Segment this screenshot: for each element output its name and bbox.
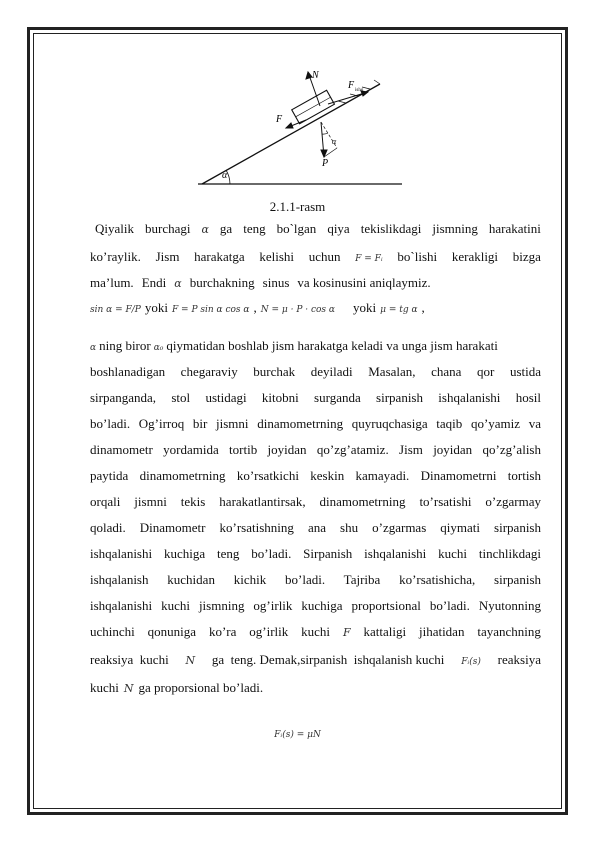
inner-angle-arc (322, 133, 328, 134)
text: ga proporsional bo’ladi. (138, 680, 264, 695)
label-normal-force: N (312, 70, 319, 81)
word: jismning (432, 221, 478, 236)
p2-text-line: boshlanadigan chegaraviy burchak deyiladi Masalan, chana qor ustida (90, 364, 541, 379)
p2-text-line: sirpanganda, stol ustidagi kitobni surganda sirpanish ishqalanishi hosil (90, 390, 541, 405)
word: burchakning (189, 275, 255, 290)
word: Endi (141, 275, 167, 290)
math-alpha: α (201, 223, 209, 236)
math-f-equals: F = Fᵢ (355, 254, 383, 264)
word: kelishi (259, 249, 295, 264)
word: og’irlik (249, 624, 289, 639)
word: kuchi (301, 624, 331, 639)
word: kerakligi (451, 249, 499, 264)
word: sinus (262, 275, 290, 290)
word: ma’lum. (90, 275, 134, 290)
p2-text-line: orqali jismni tekis harakatlantirsak, dinamometrning to’rsatishi o’zgarmay (90, 494, 541, 509)
label-friction-force: F (276, 114, 283, 125)
math-alpha: α (90, 343, 97, 353)
figure-caption: 2.1.1-rasm (269, 199, 326, 214)
word-yoki: yoki (352, 300, 377, 315)
math-fs: Fᵢ(s) (461, 657, 481, 667)
text: ning biror (99, 338, 151, 353)
p2-line-last (90, 680, 541, 696)
block (292, 90, 335, 124)
word-yoki: yoki (144, 300, 168, 315)
word: Qiyalik (95, 221, 134, 236)
word: harakatga (194, 249, 245, 264)
formula-mu: μ = tg α (380, 305, 418, 315)
label-angle-inner: α (332, 137, 337, 146)
p2-text-line: ishqalanishi kuchi jismning og’irlik kuchiga proportsional bo’ladi. Nyutonning (90, 598, 541, 613)
p1-line2 (90, 249, 541, 265)
word: qiya (327, 221, 350, 236)
comma: , (253, 300, 257, 315)
word: harakatini (488, 221, 541, 236)
p1-line3 (90, 275, 541, 291)
math-f: F (342, 626, 351, 639)
p2-line1 (90, 338, 541, 354)
p2-text-line: bo’ladi. Og’irroq bir jismni dinamometrning quyruqchasiga taqib qo’yamiz va (90, 416, 541, 431)
formula-n: N = μ · P · cos α (260, 305, 335, 315)
word: kattaligi (363, 624, 407, 639)
math-n: N (123, 682, 134, 695)
math-alpha: α (174, 277, 182, 290)
word: bizga (512, 249, 541, 264)
label-thrust-sub: ishq (355, 88, 364, 93)
text: reaksiya kuchi (90, 652, 169, 667)
p2-text-line: paytida dinamometrning ko’rsatkichi keskin kamayadi. Dinamometrni tortish (90, 468, 541, 483)
math-alpha0: α₀ (153, 343, 164, 353)
text: kuchi (90, 680, 119, 695)
word: burchagi (145, 221, 191, 236)
label-angle: α (222, 170, 228, 181)
text: reaksiya (497, 652, 541, 667)
p2-text-line: qoladi. Dinamometr ko’rsatishning ana shu o’zgarmas qiymati sirpanish (90, 520, 541, 535)
p2-line-newton (90, 624, 541, 640)
word: uchun (308, 249, 341, 264)
label-thrust-force: F (348, 80, 355, 91)
p2-text-line: ishqalanishi kuchiga teng bo’ladi. Sirpanish ishqalanishi kuchi tinchlikdagi (90, 546, 541, 561)
word: va kosinusini aniqlaymiz. (297, 275, 431, 290)
p2-text-line: dinamometr yordamida tortib joyidan qo’zg’atamiz. Jism joyidan qo’zg’alish (90, 442, 541, 457)
text: ga teng. Demak,sirpanish ishqalanish kuchi (211, 652, 445, 667)
word: uchinchi (90, 624, 135, 639)
formula-sin: sin α = F/P (90, 305, 141, 315)
p2-text-line: ishqalanish kuchidan kichik bo’ladi. Tajriba ko’rsatishicha, sirpanish (90, 572, 541, 587)
p2-line-reaction (90, 652, 541, 668)
formula-f: F = P sin α cos α (171, 305, 250, 315)
text: qiymatidan boshlab jism harakatga keladi va unga jism harakati (166, 338, 498, 353)
label-weight: P (322, 158, 329, 169)
math-n: N (185, 654, 196, 667)
word: Jism (155, 249, 180, 264)
word: tayanchning (477, 624, 541, 639)
inclined-plane-figure (196, 62, 406, 190)
comma: , (421, 300, 425, 315)
word: teng (243, 221, 266, 236)
word: tekislikdagi (360, 221, 422, 236)
p1-line1 (90, 221, 541, 237)
word: qonuniga (147, 624, 197, 639)
word: bo`lgan (276, 221, 317, 236)
word: ga (219, 221, 233, 236)
incline-line (202, 84, 380, 184)
final-formula: Fᵢ(s) = μN (274, 730, 321, 740)
word: ko’ra (208, 624, 237, 639)
word: bo`lishi (397, 249, 438, 264)
formulas-row (90, 300, 541, 316)
word: ko’raylik. (90, 249, 141, 264)
word: jihatidan (418, 624, 465, 639)
final-formula-wrap (0, 724, 595, 742)
